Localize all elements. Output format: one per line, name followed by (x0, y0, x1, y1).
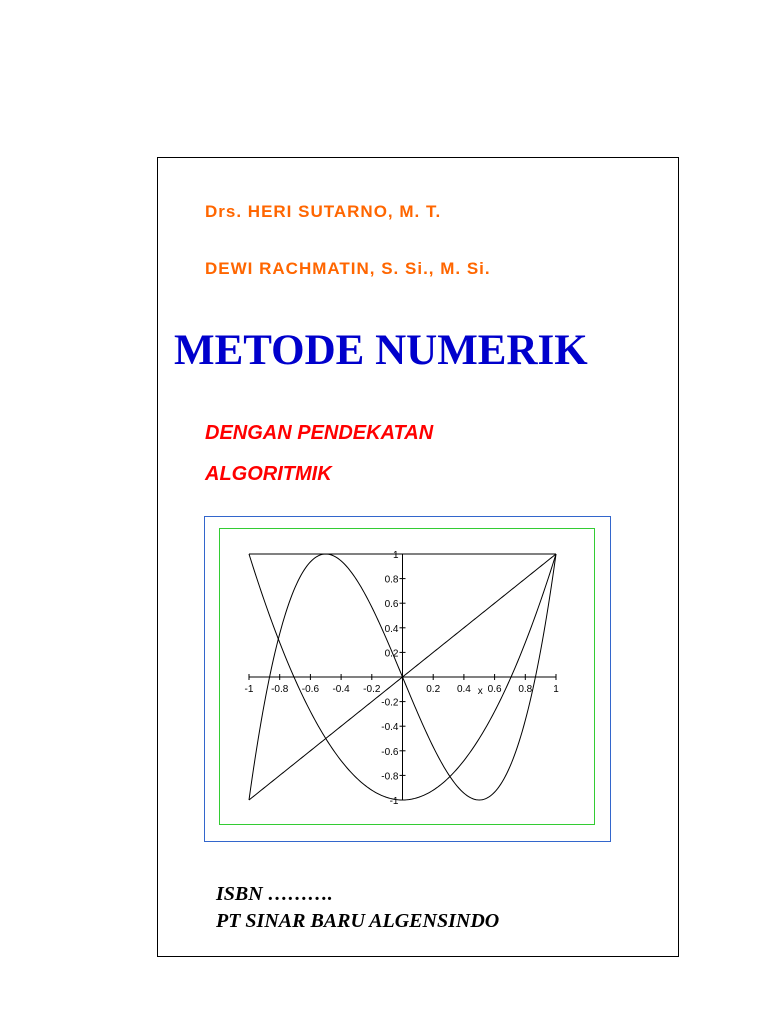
y-tick-label: -0.4 (381, 722, 399, 734)
x-tick-label: 0.4 (456, 684, 471, 695)
x-tick-label: 0.2 (426, 684, 441, 695)
x-tick-label: -0.2 (363, 684, 381, 695)
x-tick-label: -1 (244, 684, 254, 695)
x-tick-label: 1 (553, 684, 559, 695)
subtitle-line-1: DENGAN PENDEKATAN (205, 422, 434, 444)
x-axis-label: x (477, 686, 483, 697)
y-tick-label: 0.4 (384, 623, 399, 635)
x-tick-label: -0.8 (271, 684, 289, 695)
y-tick-label: -0.2 (381, 697, 399, 709)
y-tick-label: 0.8 (384, 574, 399, 586)
y-tick-label: 0.2 (384, 648, 399, 660)
isbn-text: ISBN ………. (216, 883, 333, 905)
author-name-2: DEWI RACHMATIN, S. Si., M. Si. (205, 259, 491, 278)
y-tick-label: 0.6 (384, 599, 399, 611)
publisher-name: PT SINAR BARU ALGENSINDO (216, 910, 500, 932)
y-tick-label: 1 (392, 550, 399, 561)
author-name-1: Drs. HERI SUTARNO, M. T. (205, 202, 442, 221)
y-tick-label: -0.6 (381, 746, 399, 758)
y-tick-label: -0.8 (381, 771, 399, 783)
y-tick-label: -1 (389, 796, 399, 807)
x-tick-label: 0.8 (518, 684, 533, 695)
x-tick-label: -0.4 (332, 684, 350, 695)
subtitle-line-2: ALGORITMIK (205, 463, 332, 485)
book-title: METODE NUMERIK (174, 327, 588, 374)
x-tick-label: -0.6 (301, 684, 320, 695)
x-tick-label: 0.6 (487, 684, 502, 695)
